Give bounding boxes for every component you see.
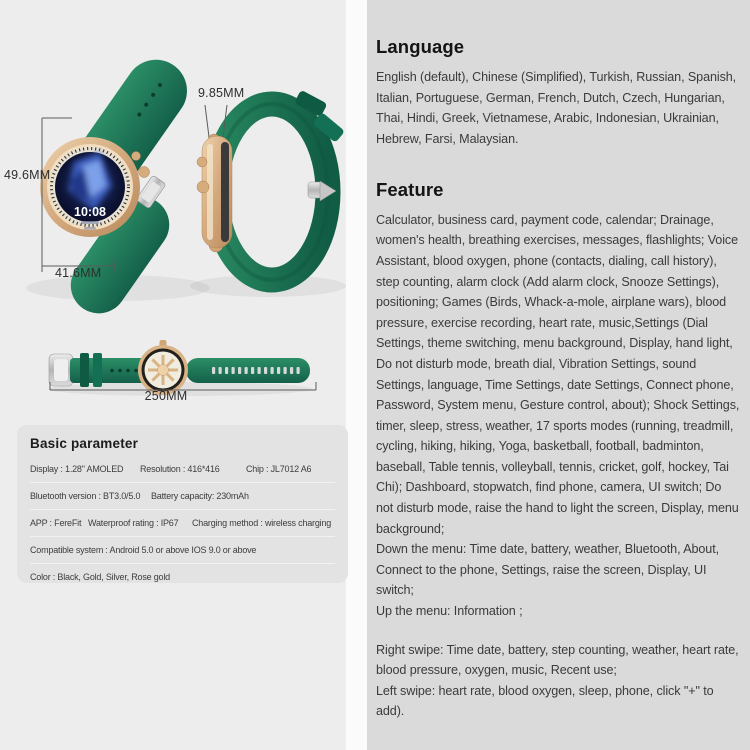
side-watch [190, 90, 346, 297]
feature-heading: Feature [376, 178, 444, 200]
flat-strap-case-center [158, 365, 169, 376]
basic-parameter-panel [17, 425, 348, 583]
flat-strap-keeper-1 [80, 353, 89, 387]
front-watch-crown-1 [132, 152, 141, 161]
spec-row-compatible [30, 537, 335, 564]
spec-compatible-system: Compatible system : Android 5.0 or above IOS 9.0 or above [30, 545, 257, 555]
dimension-diameter-label: 41.6MM [55, 266, 102, 280]
flat-strap-buckle-inner [54, 359, 68, 381]
spec-text-panel [367, 0, 750, 750]
spec-waterproof: Waterproof rating : IP67 [88, 518, 179, 528]
watch-date-text-blur [84, 227, 96, 230]
feature-right-swipe: Right swipe: Time date, battery, step counting, weather, heart rate, blood pressure, oxygen, music, Recent use; [376, 642, 739, 678]
front-watch [26, 48, 210, 325]
spec-row-display [30, 456, 335, 483]
spec-battery: Battery capacity: 230mAh [151, 491, 249, 501]
language-list: English (default), Chinese (Simplified), Turkish, Russian, Spanish, Italian, Portuguese, German, French, Dutch, Czech, Hungarian, Thai, Hindi, Greek, Vietnamese, Arabic, Indonesian, Ukrainian, Hebrew, Farsi, Malaysian. [376, 70, 737, 146]
side-watch-highlight [207, 144, 213, 240]
spec-app: APP : FereFit [30, 518, 82, 528]
watch-day-text-blur [81, 221, 99, 224]
spec-chip: Chip : JL7012 A6 [246, 464, 312, 474]
basic-parameter-title: Basic parameter [30, 436, 139, 451]
side-watch-crown-1 [197, 157, 207, 167]
front-watch-crown-2 [139, 167, 150, 178]
spec-row-color [30, 564, 335, 590]
flat-strap [48, 340, 312, 396]
spec-row-bluetooth [30, 483, 335, 510]
spec-color: Color : Black, Gold, Silver, Rose gold [30, 572, 170, 582]
spec-display: Display : 1.28" AMOLED [30, 464, 124, 474]
spec-bluetooth: Bluetooth version : BT3.0/5.0 [30, 491, 141, 501]
spec-row-app [30, 510, 335, 537]
dimension-height-label: 49.6MM [4, 168, 51, 182]
spec-resolution: Resolution : 416*416 [140, 464, 220, 474]
spec-charging: Charging method : wireless charging [192, 518, 332, 528]
side-watch-crown-2 [197, 181, 209, 193]
dimension-thickness-label: 9.85MM [198, 86, 245, 100]
language-heading: Language [376, 36, 465, 57]
flat-strap-keeper-2 [93, 353, 102, 387]
feature-up-menu: Up the menu: Information ; [376, 604, 523, 619]
dimension-strap-length-label: 250MM [144, 389, 188, 403]
side-watch-screen-edge [221, 142, 229, 242]
watch-time: 10:08 [74, 205, 106, 219]
feature-down-menu: Down the menu: Time date, battery, weather, Bluetooth, About, Connect to the phone, Settings, raise the screen, Display, UI switch; [376, 542, 720, 598]
feature-left-swipe: Left swipe: heart rate, blood oxygen, sleep, phone, click "+" to add). [376, 683, 714, 719]
paragraph-spacer [376, 622, 740, 640]
dim-line-thickness-left [205, 105, 209, 137]
feature-main-text: Calculator, business card, payment code, calendar; Drainage, women's health, breathing exercises, messages, flashlights; Voice Assistant, blood oxygen, phone (contacts, dialing, call history), step counting, alarm clock (Add alarm clock, Snooze Settings), positioning; Games (Birds, Whack-a-mole, airplane wars), blood pressure, exercise recording, heart rate, music,Settings (Dial Settings, theme switching, menu background, Display, hand light, Do not disturb mode, breath dial, Vibration Settings, sound Settings, language, Time Settings, date Settings, Connect phone, Password, System menu, Gesture control, about); Shock Settings, timer, sleep, stress, weather, 17 sports modes (running, treadmill, cycling, hiking, hiking, Yoga, basketball, football, badminton, baseball, Table tennis, volleyball, tennis, cricket, golf, hockey, Tai Chi); Dashboard, stopwatch, find phone, camera, UI switch; Do not disturb mode, raise the hand to light the screen, Display, menu background; [376, 212, 740, 536]
